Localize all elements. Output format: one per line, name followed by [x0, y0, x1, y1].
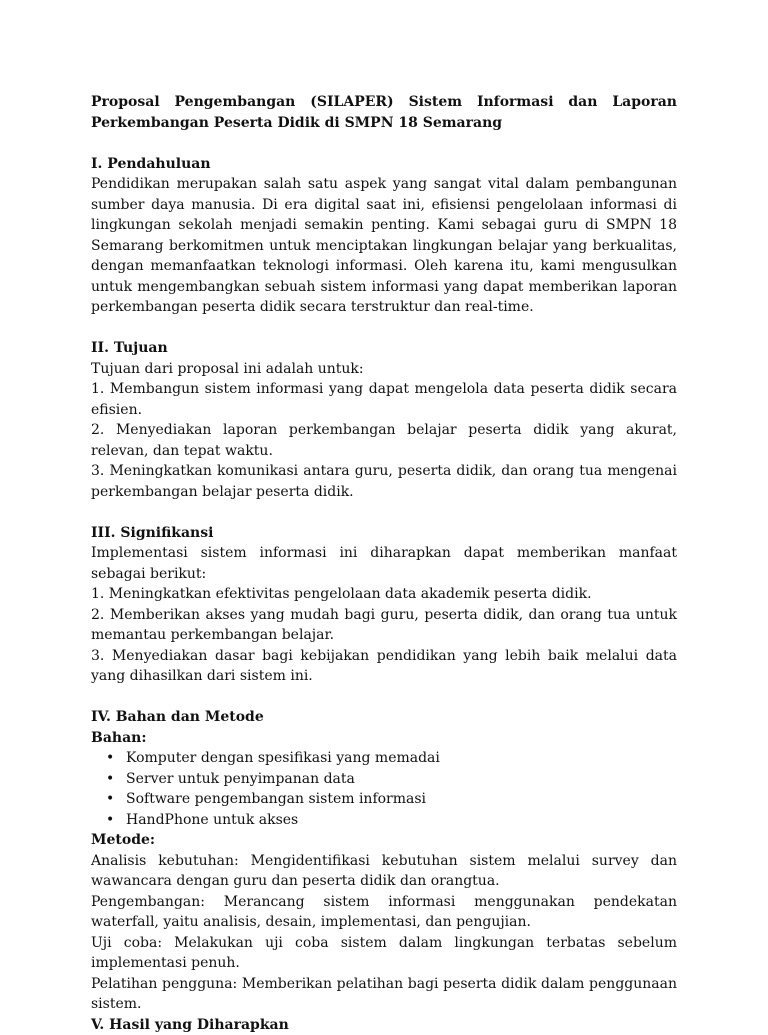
- list-item-text: HandPhone untuk akses: [126, 812, 298, 828]
- list-item-text: Komputer dengan spesifikasi yang memadai: [126, 750, 440, 766]
- tujuan-item: 2. Menyediakan laporan perkembangan belajar peserta didik yang akurat, relevan, dan tepat waktu.: [91, 420, 677, 461]
- metode-item: Uji coba: Melakukan uji coba sistem dalam lingkungan terbatas sebelum implementasi penuh.: [91, 933, 677, 974]
- bahan-label: Bahan:: [91, 728, 677, 749]
- bullet-icon: •: [106, 789, 114, 810]
- list-item-text: Software pengembangan sistem informasi: [126, 791, 426, 807]
- bullet-icon: •: [106, 748, 114, 769]
- document-title: Proposal Pengembangan (SILAPER) Sistem Informasi dan Laporan Perkembangan Peserta Didik di SMPN 18 Semarang: [91, 92, 677, 133]
- metode-item: Pengembangan: Merancang sistem informasi menggunakan pendekatan waterfall, yaitu analisis, desain, implementasi, dan pengujian.: [91, 892, 677, 933]
- tujuan-item: 3. Meningkatkan komunikasi antara guru, peserta didik, dan orang tua mengenai perkembangan belajar peserta didik.: [91, 461, 677, 502]
- signifikansi-item: 1. Meningkatkan efektivitas pengelolaan data akademik peserta didik.: [91, 584, 677, 605]
- section-heading-tujuan: II. Tujuan: [91, 338, 677, 359]
- list-item: [126, 810, 677, 831]
- signifikansi-item: 2. Memberikan akses yang mudah bagi guru, peserta didik, dan orang tua untuk memantau perkembangan belajar.: [91, 605, 677, 646]
- bullet-icon: •: [106, 769, 114, 790]
- tujuan-item: 1. Membangun sistem informasi yang dapat mengelola data peserta didik secara efisien.: [91, 379, 677, 420]
- signifikansi-item: 3. Menyediakan dasar bagi kebijakan pendidikan yang lebih baik melalui data yang dihasilkan dari sistem ini.: [91, 646, 677, 687]
- metode-item: Pelatihan pengguna: Memberikan pelatihan bagi peserta didik dalam penggunaan sistem.: [91, 974, 677, 1015]
- paragraph-pendahuluan: Pendidikan merupakan salah satu aspek yang sangat vital dalam pembangunan sumber daya manusia. Di era digital saat ini, efisiensi pengelolaan informasi di lingkungan sekolah menjadi semakin penting. Kami sebagai guru di SMPN 18 Semarang berkomitmen untuk menciptakan lingkungan belajar yang berkualitas, dengan memanfaatkan teknologi informasi. Oleh karena itu, kami mengusulkan untuk mengembangkan sebuah sistem informasi yang dapat memberikan laporan perkembangan peserta didik secara terstruktur dan real-time.: [91, 174, 677, 318]
- bahan-list: [91, 748, 677, 830]
- tujuan-intro: Tujuan dari proposal ini adalah untuk:: [91, 359, 677, 380]
- bullet-icon: •: [106, 810, 114, 831]
- list-item: [126, 789, 677, 810]
- signifikansi-intro: Implementasi sistem informasi ini diharapkan dapat memberikan manfaat sebagai berikut:: [91, 543, 677, 584]
- metode-item: Analisis kebutuhan: Mengidentifikasi kebutuhan sistem melalui survey dan wawancara dengan guru dan peserta didik dan orangtua.: [91, 851, 677, 892]
- section-heading-bahan-metode: IV. Bahan dan Metode: [91, 707, 677, 728]
- section-heading-signifikansi: III. Signifikansi: [91, 523, 677, 544]
- section-heading-hasil: V. Hasil yang Diharapkan: [91, 1015, 677, 1035]
- list-item: [126, 769, 677, 790]
- metode-label: Metode:: [91, 830, 677, 851]
- list-item-text: Server untuk penyimpanan data: [126, 771, 355, 787]
- list-item: [126, 748, 677, 769]
- section-heading-pendahuluan: I. Pendahuluan: [91, 154, 677, 175]
